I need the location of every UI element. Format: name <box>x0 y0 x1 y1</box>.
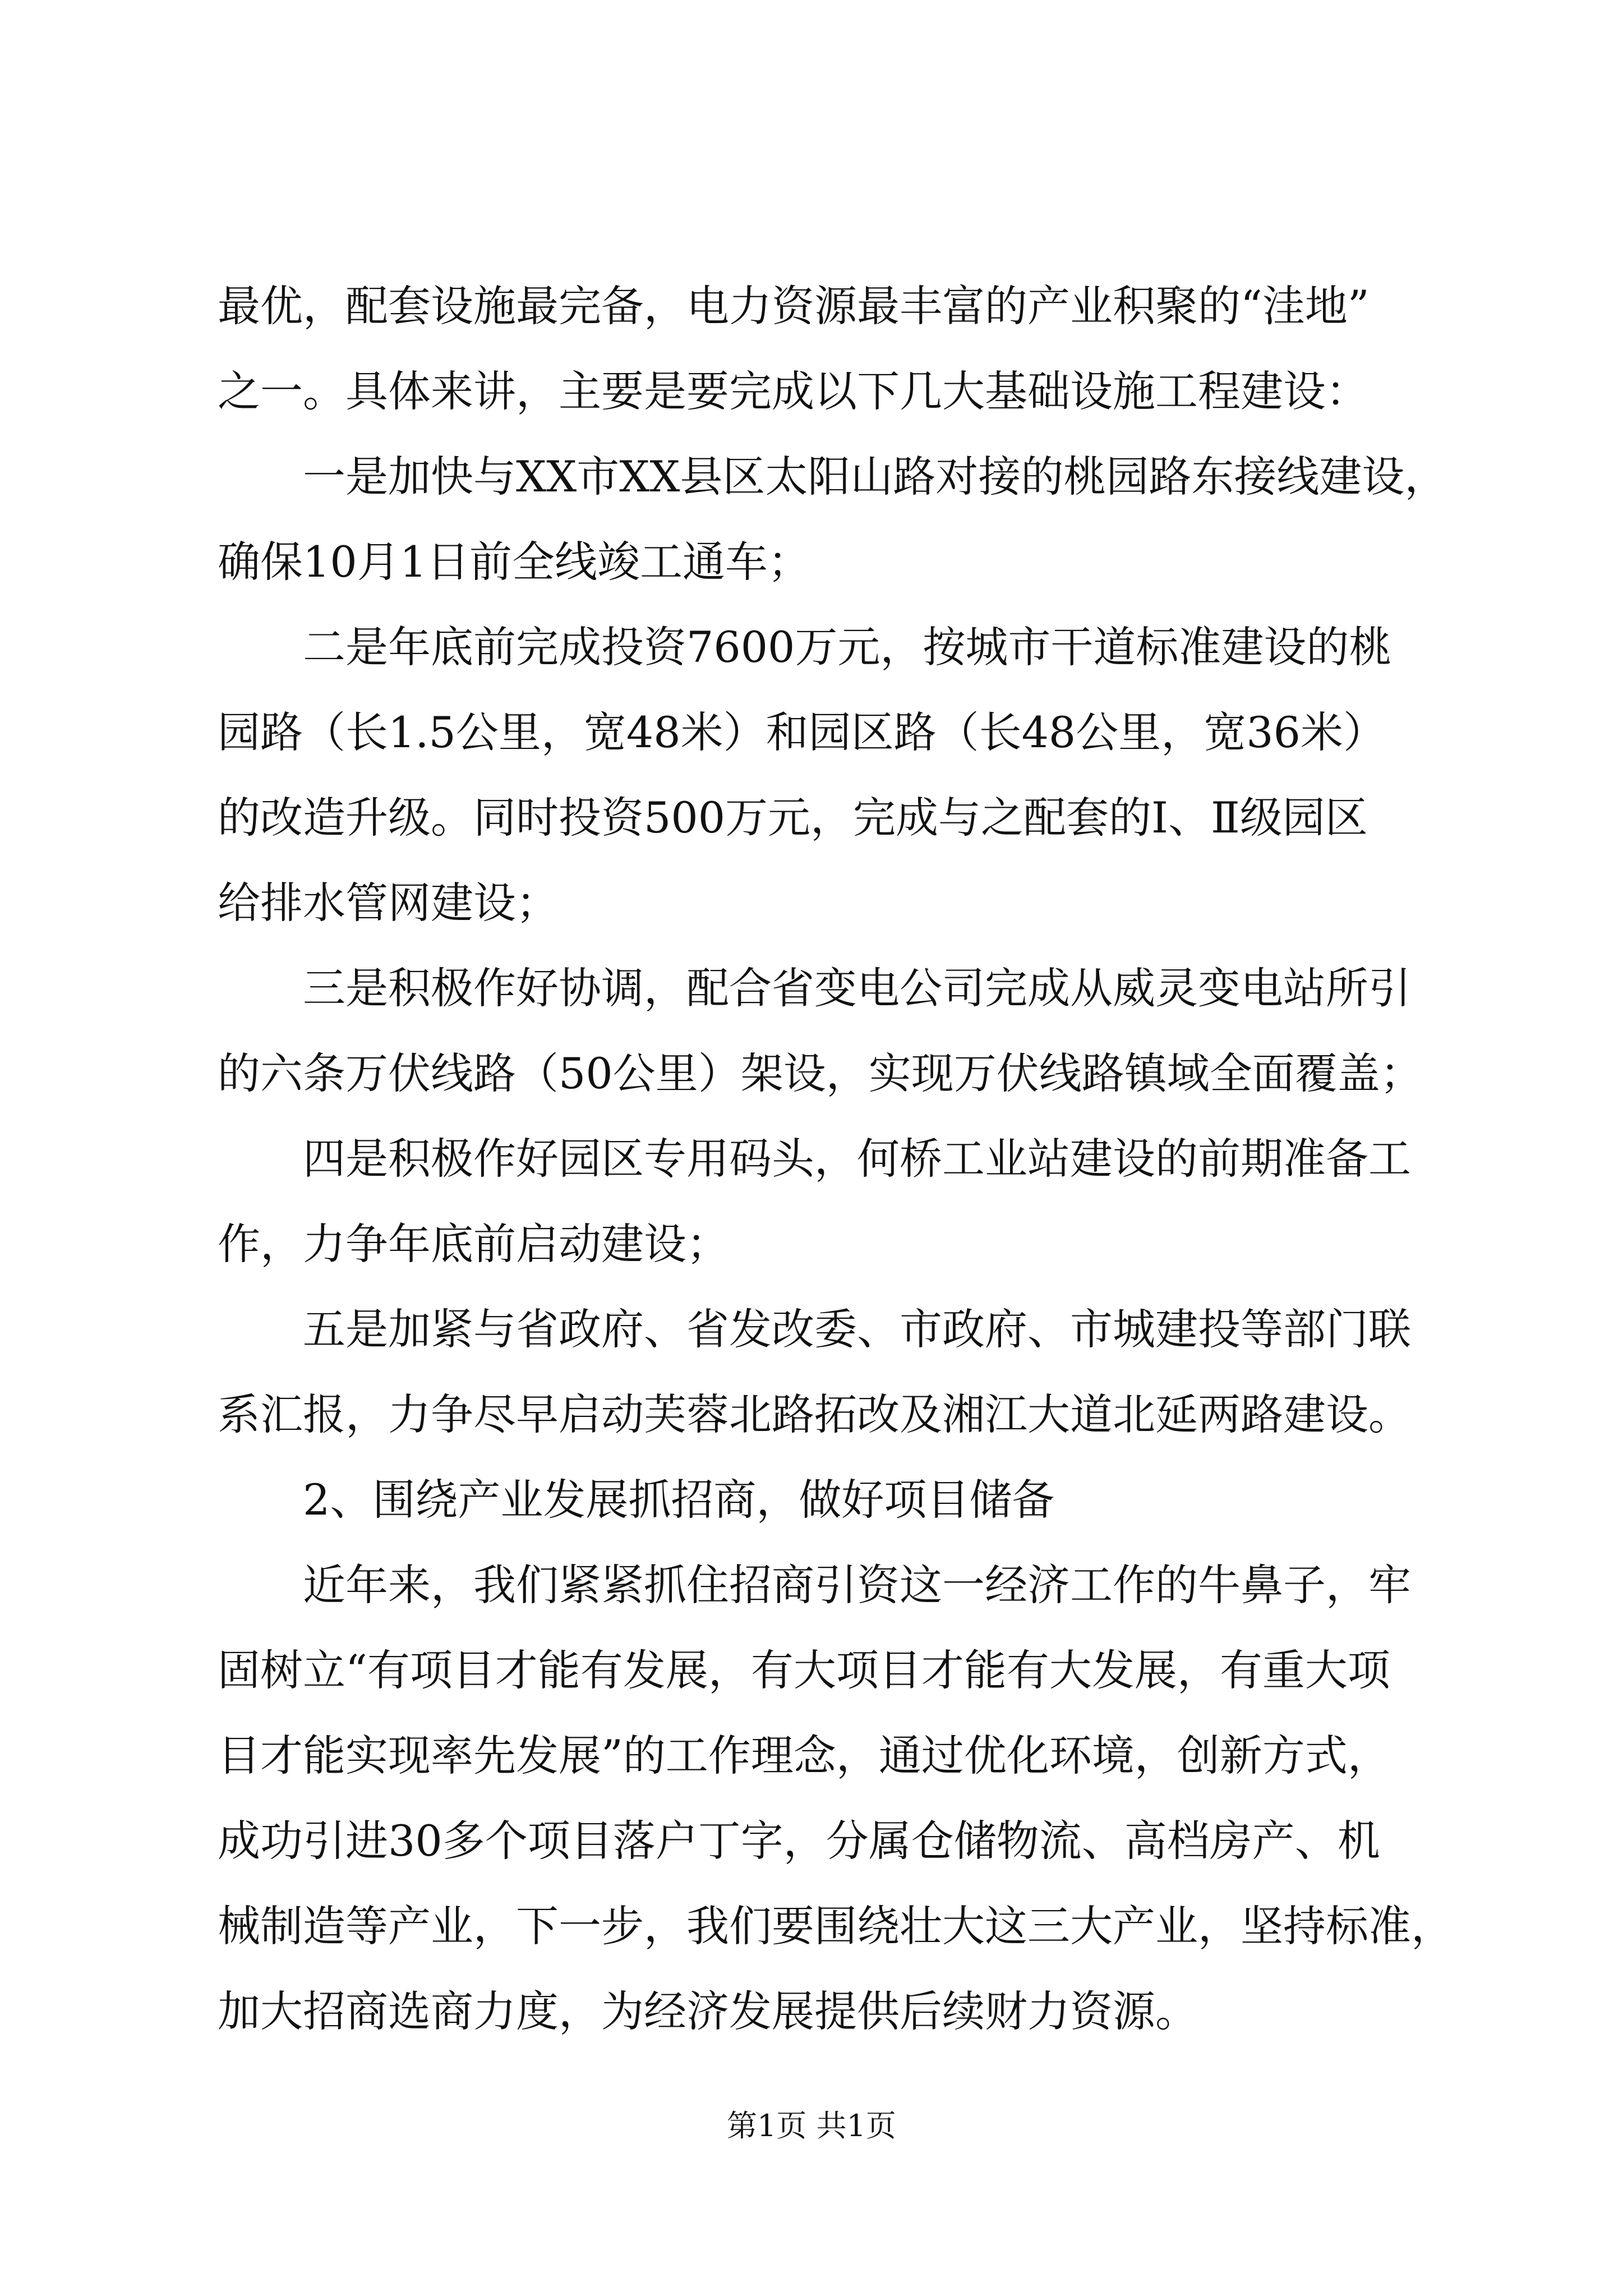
text-line: 近年来，我们紧紧抓住招商引资这一经济工作的牛鼻子，牢 <box>303 1560 1411 1610</box>
text-line: 五是加紧与省政府、省发改委、市政府、市城建投等部门联 <box>303 1304 1411 1354</box>
text-line: 系汇报，力争尽早启动芙蓉北路拓改及湘江大道北延两路建设。 <box>218 1389 1411 1439</box>
text-line: 成功引进30多个项目落户丁字，分属仓储物流、高档房产、机 <box>218 1816 1380 1866</box>
page-footer: 第1页 共1页 <box>727 2108 896 2143</box>
document-body <box>218 264 1463 2054</box>
text-line: 2、围绕产业发展抓招商，做好项目储备 <box>303 1475 1055 1525</box>
text-line: 固树立“有项目才能有发展，有大项目才能有大发展，有重大项 <box>218 1645 1390 1695</box>
text-line: 一是加快与XX市XX县区太阳山路对接的桃园路东接线建设， <box>303 452 1447 501</box>
text-line: 加大招商选商力度，为经济发展提供后续财力资源。 <box>218 1986 1198 2036</box>
text-line: 二是年底前完成投资7600万元，按城市干道标准建设的桃 <box>303 622 1392 672</box>
text-line: 园路（长1.5公里，宽48米）和园区路（长48公里，宽36米） <box>218 707 1386 757</box>
text-line: 的六条万伏线路（50公里）架设，实现万伏线路镇域全面覆盖； <box>218 1048 1423 1098</box>
text-line: 给排水管网建设； <box>218 878 559 928</box>
text-line: 三是积极作好协调，配合省变电公司完成从威灵变电站所引 <box>303 963 1411 1013</box>
text-line: 最优，配套设施最完备，电力资源最丰富的产业积聚的“洼地” <box>218 281 1370 331</box>
text-line: 械制造等产业，下一步，我们要围绕壮大这三大产业，坚持标准， <box>218 1901 1454 1951</box>
text-line: 的改造升级。同时投资500万元，完成与之配套的Ⅰ、Ⅱ级园区 <box>218 793 1368 843</box>
text-line: 确保10月1日前全线竣工通车； <box>218 537 811 587</box>
text-line: 目才能实现率先发展”的工作理念，通过优化环境，创新方式， <box>218 1731 1390 1780</box>
text-line: 作，力争年底前启动建设； <box>218 1219 729 1269</box>
text-line: 四是积极作好园区专用码头，何桥工业站建设的前期准备工 <box>303 1134 1411 1184</box>
text-line: 之一。具体来讲，主要是要完成以下几大基础设施工程建设： <box>218 366 1368 416</box>
